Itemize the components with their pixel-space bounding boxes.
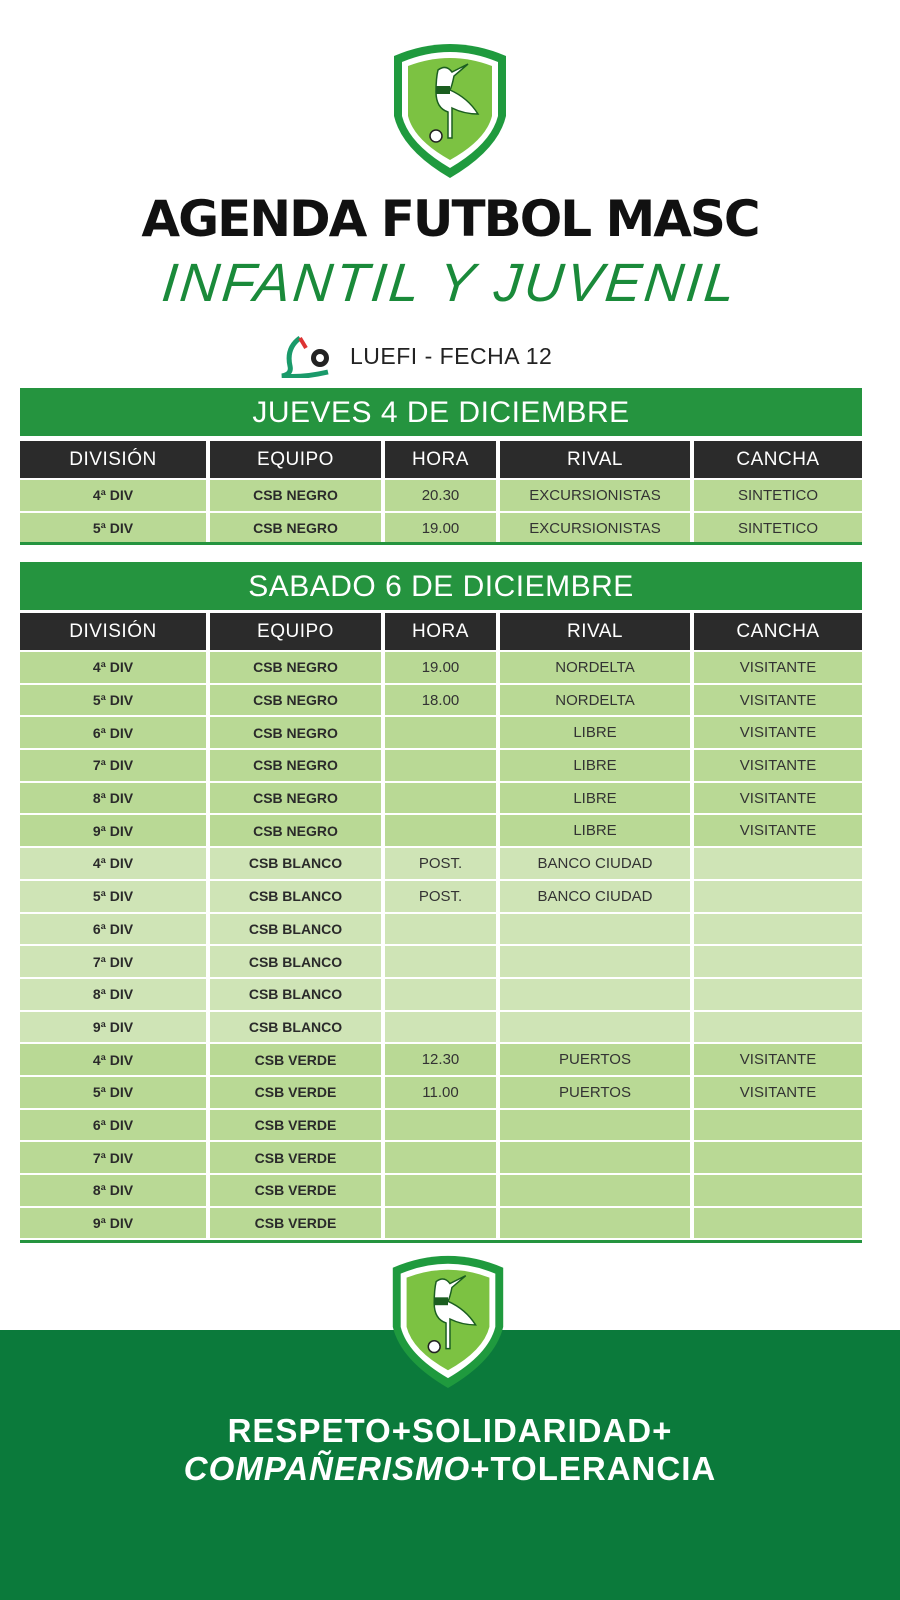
table-cell [500,1110,690,1141]
table-cell: 8ª DIV [20,1175,206,1206]
table-cell [694,1175,862,1206]
table-cell: VISITANTE [694,652,862,683]
table-cell: CSB BLANCO [210,848,381,879]
column-header: RIVAL [500,613,690,650]
schedule-table-jueves [16,439,866,545]
table-cell [500,1142,690,1173]
table-cell [385,717,496,748]
table-cell: 9ª DIV [20,815,206,846]
table-row [20,815,862,846]
table-row [20,848,862,879]
table-cell [385,914,496,945]
table-cell: POST. [385,881,496,912]
table-row [20,979,862,1010]
table-cell: CSB NEGRO [210,513,381,544]
table-cell: POST. [385,848,496,879]
table-cell: EXCURSIONISTAS [500,513,690,544]
table-cell: 19.00 [385,513,496,544]
table-cell: NORDELTA [500,652,690,683]
table-cell: LIBRE [500,783,690,814]
table-cell: CSB VERDE [210,1044,381,1075]
table-cell: VISITANTE [694,783,862,814]
table-row [20,480,862,511]
table-row [20,685,862,716]
table-cell: NORDELTA [500,685,690,716]
table-row [20,914,862,945]
day-header-jueves: JUEVES 4 DE DICIEMBRE [20,388,862,436]
table-cell: 20.30 [385,480,496,511]
table-row [20,717,862,748]
page-subtitle: INFANTIL Y JUVENIL [159,253,741,313]
table-cell: 11.00 [385,1077,496,1108]
table-cell [385,1208,496,1239]
column-header: EQUIPO [210,613,381,650]
table-row [20,881,862,912]
table-cell: CSB NEGRO [210,480,381,511]
league-label [280,334,552,378]
column-header: RIVAL [500,441,690,478]
table-cell: 6ª DIV [20,717,206,748]
table-cell: CSB NEGRO [210,685,381,716]
table-cell: 12.30 [385,1044,496,1075]
table-cell: 19.00 [385,652,496,683]
table-cell [694,1142,862,1173]
table-cell [385,979,496,1010]
table-row [20,1142,862,1173]
table-cell: 4ª DIV [20,652,206,683]
table-row [20,946,862,977]
table-cell: 5ª DIV [20,1077,206,1108]
league-fecha: LUEFI - FECHA 12 [350,342,553,369]
table-cell [385,946,496,977]
table-cell: 9ª DIV [20,1012,206,1043]
table-cell [694,848,862,879]
table-cell: BANCO CIUDAD [500,848,690,879]
table-row [20,1175,862,1206]
table-cell [385,750,496,781]
table-cell: VISITANTE [694,717,862,748]
table-cell [385,1142,496,1173]
column-header: DIVISIÓN [20,613,206,650]
table-cell [385,1012,496,1043]
table-cell: LIBRE [500,750,690,781]
table-cell: 4ª DIV [20,848,206,879]
footer-companerismo: COMPAÑERISMO [183,1450,471,1487]
luefi-logo-icon [280,334,336,378]
table-cell: 4ª DIV [20,1044,206,1075]
table-cell [500,1208,690,1239]
table-cell [694,1110,862,1141]
table-cell [385,1110,496,1141]
table-cell [500,979,690,1010]
table-cell: CSB BLANCO [210,881,381,912]
table-cell: VISITANTE [694,1044,862,1075]
table-cell: 7ª DIV [20,1142,206,1173]
table-cell: CSB BLANCO [210,979,381,1010]
divider [20,542,862,545]
table-cell: 5ª DIV [20,513,206,544]
schedule-table-sabado [16,611,866,1240]
table-cell [694,1012,862,1043]
table-cell [694,979,862,1010]
table-cell: 7ª DIV [20,946,206,977]
column-header: HORA [385,613,496,650]
table-cell: CSB NEGRO [210,717,381,748]
table-cell [385,1175,496,1206]
column-header: HORA [385,441,496,478]
table-cell: CSB NEGRO [210,783,381,814]
table-cell: CSB VERDE [210,1208,381,1239]
table-cell: CSB BLANCO [210,914,381,945]
table-cell: CSB VERDE [210,1175,381,1206]
club-crest-logo [386,1250,510,1390]
table-cell: 4ª DIV [20,480,206,511]
day-header-sabado: SABADO 6 DE DICIEMBRE [20,562,862,610]
table-header-row [20,441,862,478]
table-cell [500,914,690,945]
table-row [20,652,862,683]
table-row [20,1077,862,1108]
table-cell: 9ª DIV [20,1208,206,1239]
table-cell [694,946,862,977]
table-cell: LIBRE [500,717,690,748]
table-row [20,513,862,544]
table-cell [694,914,862,945]
table-header-row [20,613,862,650]
table-cell [500,1175,690,1206]
table-row [20,783,862,814]
table-cell: SINTETICO [694,513,862,544]
table-cell: CSB VERDE [210,1142,381,1173]
club-crest-logo [388,38,512,180]
footer-values-line2 [0,1450,900,1488]
table-cell: VISITANTE [694,750,862,781]
table-cell: PUERTOS [500,1044,690,1075]
table-row [20,750,862,781]
page-title: AGENDA FUTBOL MASC [141,190,759,248]
footer-values-line1: RESPETO+SOLIDARIDAD+ [227,1412,673,1449]
table-cell [694,1208,862,1239]
table-cell: CSB BLANCO [210,946,381,977]
table-cell: 5ª DIV [20,881,206,912]
column-header: DIVISIÓN [20,441,206,478]
table-cell: LIBRE [500,815,690,846]
column-header: CANCHA [694,441,862,478]
table-row [20,1110,862,1141]
table-cell: VISITANTE [694,1077,862,1108]
table-cell [500,946,690,977]
table-cell: VISITANTE [694,815,862,846]
table-cell: 7ª DIV [20,750,206,781]
table-cell [385,815,496,846]
table-row [20,1044,862,1075]
table-cell: CSB VERDE [210,1077,381,1108]
footer-tolerancia: +TOLERANCIA [470,1450,717,1487]
table-row [20,1012,862,1043]
table-cell: CSB VERDE [210,1110,381,1141]
table-cell: PUERTOS [500,1077,690,1108]
table-cell: CSB NEGRO [210,815,381,846]
table-row [20,1208,862,1239]
table-cell: 8ª DIV [20,979,206,1010]
table-cell: CSB BLANCO [210,1012,381,1043]
divider [20,1240,862,1243]
table-cell: 18.00 [385,685,496,716]
table-cell: 6ª DIV [20,914,206,945]
table-cell: EXCURSIONISTAS [500,480,690,511]
table-cell: SINTETICO [694,480,862,511]
table-cell: 5ª DIV [20,685,206,716]
table-cell [694,881,862,912]
table-cell [385,783,496,814]
table-cell: CSB NEGRO [210,750,381,781]
table-cell [500,1012,690,1043]
column-header: CANCHA [694,613,862,650]
table-cell: BANCO CIUDAD [500,881,690,912]
table-cell: VISITANTE [694,685,862,716]
table-cell: CSB NEGRO [210,652,381,683]
table-cell: 6ª DIV [20,1110,206,1141]
table-cell: 8ª DIV [20,783,206,814]
column-header: EQUIPO [210,441,381,478]
